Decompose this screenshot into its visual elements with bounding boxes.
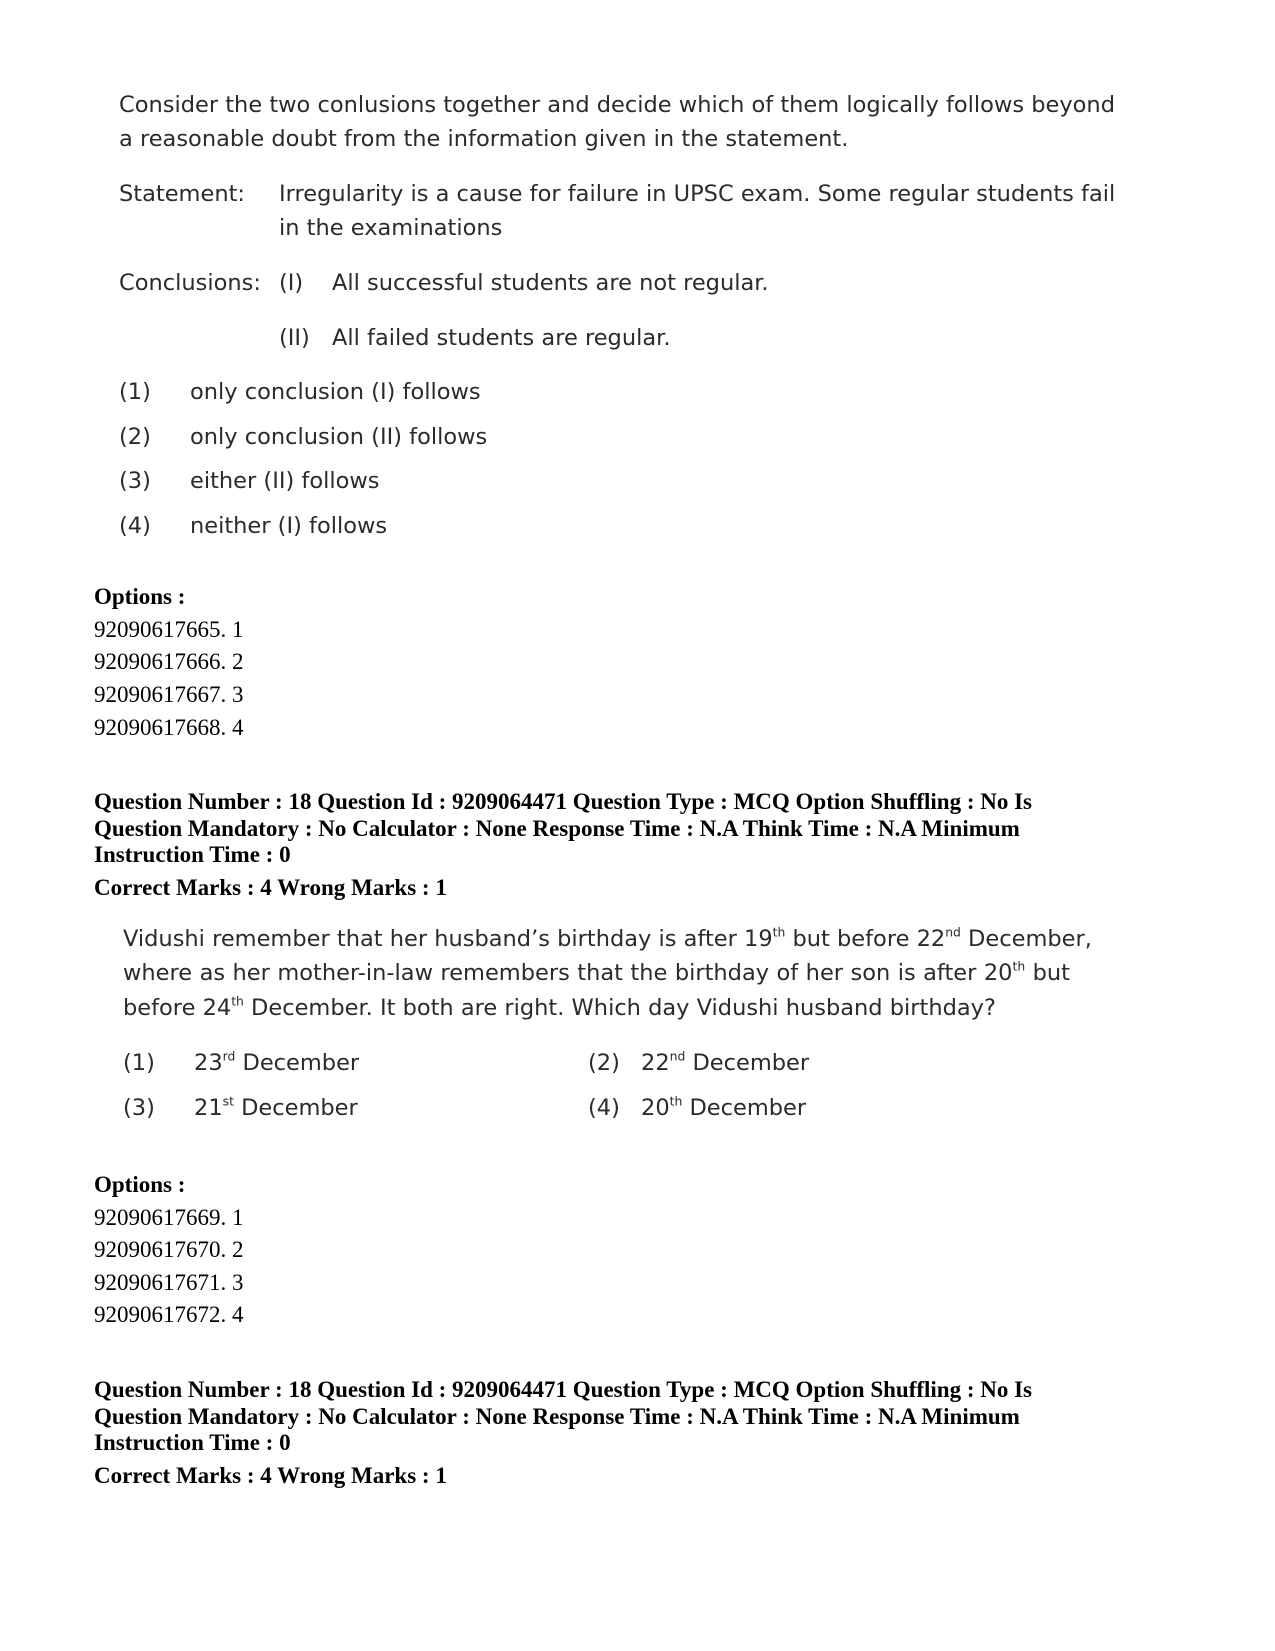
q18b-meta-line-1: Question Number : 18 Question Id : 9209064471 Question Type : MCQ Option Shuffling : No Is bbox=[94, 1377, 1033, 1402]
q18-choice-3-num: (3) bbox=[123, 1095, 155, 1121]
q18-choice-2-num: (2) bbox=[588, 1050, 620, 1076]
q18-option-4: 92090617672. 4 bbox=[94, 1302, 244, 1327]
q18-option-1: 92090617669. 1 bbox=[94, 1205, 244, 1230]
q18-meta-line-2: Question Mandatory : No Calculator : None Response Time : N.A Think Time : N.A Minimum bbox=[94, 816, 1020, 841]
q17-option-2: 92090617666. 2 bbox=[94, 649, 244, 674]
q17-choice-3-num: (3) bbox=[119, 468, 151, 494]
q17-choice-3-text: either (II) follows bbox=[190, 468, 380, 494]
q17-statement-line-1: Irregularity is a cause for failure in UPSC exam. Some regular students fail bbox=[279, 181, 1116, 207]
q18-option-3: 92090617671. 3 bbox=[94, 1270, 244, 1295]
q17-option-1: 92090617665. 1 bbox=[94, 617, 244, 642]
q18-meta-line-3: Instruction Time : 0 bbox=[94, 842, 291, 867]
q18-choice-1-num: (1) bbox=[123, 1050, 155, 1076]
q17-intro-line-1: Consider the two conlusions together and decide which of them logically follows beyond bbox=[119, 92, 1115, 118]
q18-question-line-2: where as her mother-in-law remembers that the birthday of her son is after 20th but bbox=[123, 959, 1071, 986]
q18b-meta-line-2: Question Mandatory : No Calculator : None Response Time : N.A Think Time : N.A Minimum bbox=[94, 1404, 1020, 1429]
q17-choice-1-num: (1) bbox=[119, 379, 151, 405]
q17-choice-4-num: (4) bbox=[119, 513, 151, 539]
q17-statement-label: Statement: bbox=[119, 181, 245, 207]
q17-conclusion-1-text: All successful students are not regular. bbox=[332, 270, 769, 296]
q17-option-3: 92090617667. 3 bbox=[94, 682, 244, 707]
q17-intro-line-2: a reasonable doubt from the information given in the statement. bbox=[119, 126, 849, 152]
q18-choice-3-text: 21st December bbox=[194, 1094, 358, 1121]
q17-conclusion-2-num: (II) bbox=[279, 325, 310, 351]
q17-choice-4-text: neither (I) follows bbox=[190, 513, 388, 539]
q18-choice-4-num: (4) bbox=[588, 1095, 620, 1121]
q18-options-label: Options : bbox=[94, 1172, 186, 1197]
q18-choice-4-text: 20th December bbox=[641, 1094, 807, 1121]
q17-option-4: 92090617668. 4 bbox=[94, 715, 244, 740]
q17-options-label: Options : bbox=[94, 584, 186, 609]
q18-choice-1-text: 23rd December bbox=[194, 1049, 360, 1076]
q17-choice-2-num: (2) bbox=[119, 424, 151, 450]
q17-conclusions-label: Conclusions: bbox=[119, 270, 261, 296]
q18-marks: Correct Marks : 4 Wrong Marks : 1 bbox=[94, 875, 447, 900]
q18-option-2: 92090617670. 2 bbox=[94, 1237, 244, 1262]
q18-question-line-1: Vidushi remember that her husband’s birthday is after 19th but before 22nd December, bbox=[123, 925, 1092, 952]
q18-question-line-3: before 24th December. It both are right. Which day Vidushi husband birthday? bbox=[123, 994, 996, 1021]
q18-meta-line-1: Question Number : 18 Question Id : 9209064471 Question Type : MCQ Option Shuffling : No Is bbox=[94, 789, 1033, 814]
q18b-marks: Correct Marks : 4 Wrong Marks : 1 bbox=[94, 1463, 447, 1488]
q18-choice-2-text: 22nd December bbox=[641, 1049, 810, 1076]
q17-choice-1-text: only conclusion (I) follows bbox=[190, 379, 481, 405]
q17-conclusion-1-num: (I) bbox=[279, 270, 304, 296]
q17-choice-2-text: only conclusion (II) follows bbox=[190, 424, 488, 450]
q17-statement-line-2: in the examinations bbox=[279, 215, 503, 241]
q18b-meta-line-3: Instruction Time : 0 bbox=[94, 1430, 291, 1455]
q17-conclusion-2-text: All failed students are regular. bbox=[332, 325, 671, 351]
